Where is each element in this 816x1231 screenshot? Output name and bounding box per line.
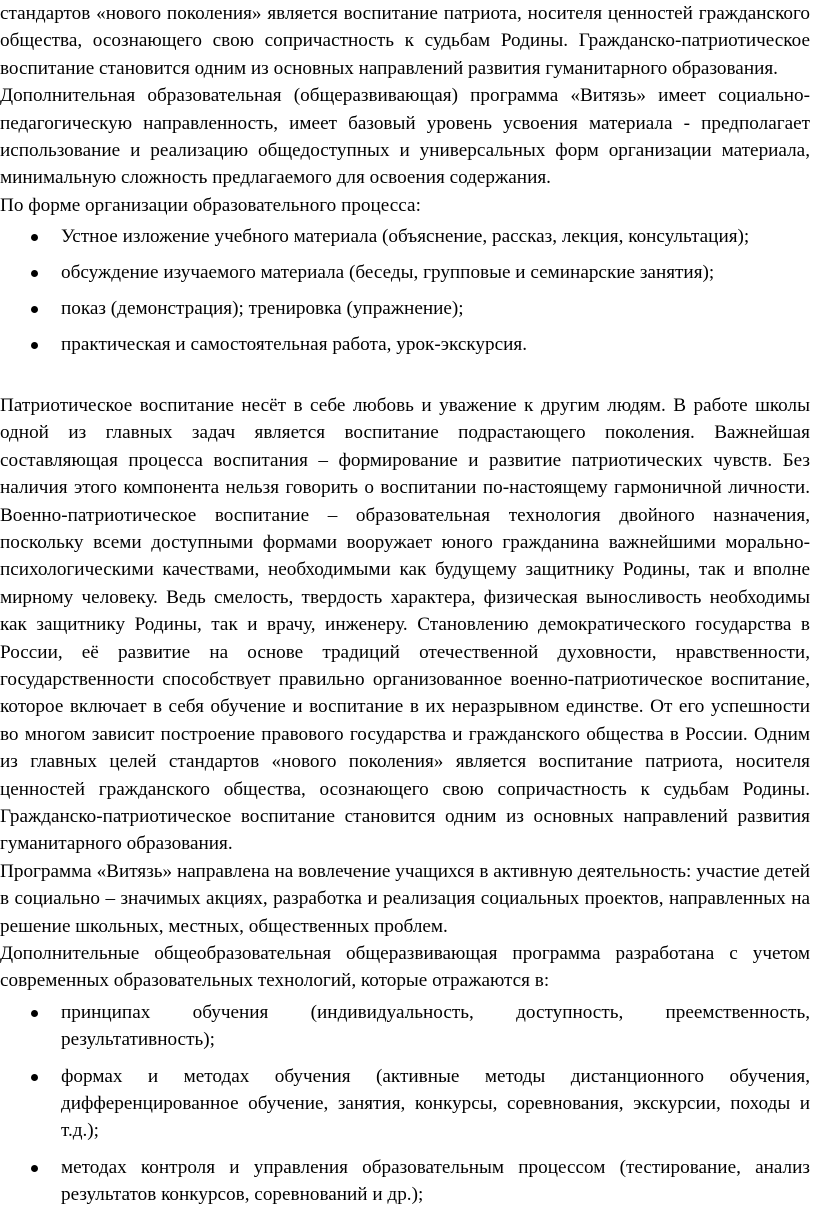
blank-line: [0, 367, 816, 392]
technologies-list: [0, 999, 816, 1209]
list-item: [0, 999, 810, 1054]
list-item: [0, 295, 810, 322]
list-item-text: формах и методах обучения (активные методы дистанционного обучения, дифференцированное обучение, занятия, конкурсы, соревнования, экскурсии, походы и т.д.);: [61, 1065, 810, 1142]
list-item-text: показ (демонстрация); тренировка (упражнение);: [61, 298, 464, 320]
bullet-icon: [31, 306, 38, 313]
paragraph-program: Дополнительная образовательная (общеразвивающая) программа «Витязь» имеет социально-педагогическую направленность, имеет базовый уровень усвоения материала - предполагает использование и реализацию общедоступных и универсальных форм организации материала, минимальную сложность предлагаемого для освоения содержания.: [0, 85, 810, 189]
list-item: [0, 223, 810, 250]
paragraph-vityaz: Программа «Витязь» направлена на вовлечение учащихся в активную деятельность: участие детей в социально – значимых акциях, разработка и реализация социальных проектов, направленных на решение школьных, местных, общественных проблем.: [0, 860, 810, 937]
bullet-icon: [31, 1165, 38, 1172]
bullet-icon: [31, 342, 38, 349]
list-item-text: Устное изложение учебного материала (объяснение, рассказ, лекция, консультация);: [61, 226, 750, 248]
paragraph-forms-intro: По форме организации образовательного процесса:: [0, 194, 421, 216]
list-item-text: принципах обучения (индивидуальность, доступность, преемственность, результативность);: [61, 1001, 810, 1051]
list-item-text: практическая и самостоятельная работа, урок-экскурсия.: [61, 333, 527, 355]
list-item: [0, 1154, 810, 1209]
forms-list: [0, 223, 816, 358]
list-item: [0, 259, 810, 286]
list-item: [0, 1063, 810, 1145]
list-item: [0, 331, 810, 358]
paragraph-patriotic: Патриотическое воспитание несёт в себе любовь и уважение к другим людям. В работе школы одной из главных задач является воспитание подрастающего поколения. Важнейшая составляющая процесса воспитания – формирование и развитие патриотических чувств. Без наличия этого компонента нельзя говорить о воспитании по-настоящему гармоничной личности. Военно-патриотическое воспитание – образовательная технология двойного назначения, поскольку всеми доступными формами вооружает юного гражданина важнейшими морально-психологическими качествами, необходимыми как будущему защитнику Родины, так и вполне мирному человеку. Ведь смелость, твердость характера, физическая выносливость необходимы как защитнику Родины, так и врачу, инженеру. Становлению демократического государства в России, её развитие на основе традиций отечественной духовности, нравственности, государственности способствует правильно организованное военно-патриотическое воспитание, которое включает в себя обучение и воспитание в их неразрывном единстве. От его успешности во многом зависит построение правового государства и гражданского общества в России. Одним из главных целей стандартов «нового поколения» является воспитание патриота, носителя ценностей гражданского общества, осознающего свою сопричастность к судьбам Родины. Гражданско-патриотическое воспитание становится одним из основных направлений развития гуманитарного образования.: [0, 394, 810, 855]
bullet-icon: [31, 1074, 38, 1081]
bullet-icon: [31, 234, 38, 241]
bullet-icon: [31, 270, 38, 277]
bullet-icon: [31, 1010, 38, 1017]
paragraph-intro: стандартов «нового поколения» является воспитание патриота, носителя ценностей гражданского общества, осознающего свою сопричастность к судьбам Родины. Гражданско-патриотическое воспитание становится одним из основных направлений развития гуманитарного образования.: [0, 3, 810, 79]
list-item-text: методах контроля и управления образовательным процессом (тестирование, анализ результатов конкурсов, соревнований и др.);: [61, 1156, 810, 1206]
paragraph-technologies: Дополнительные общеобразовательная общеразвивающая программа разработана с учетом современных образовательных технологий, которые отражаются в:: [0, 943, 810, 992]
list-item-text: обсуждение изучаемого материала (беседы, групповые и семинарские занятия);: [61, 262, 715, 284]
